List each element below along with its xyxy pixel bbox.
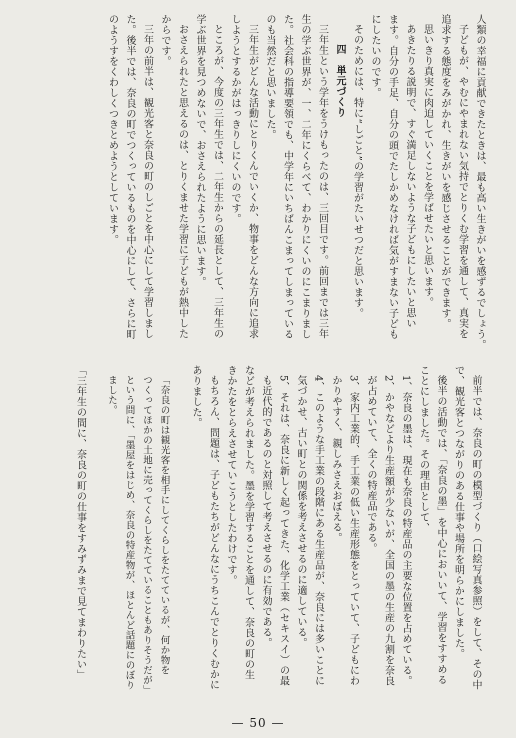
body-line: 三年生という学年をうけもったのは、三回目です。前回までは三年: [316, 24, 328, 339]
body-line: ところが、今度の三年生では、二年生からの延長として、三年生の: [211, 24, 223, 339]
body-line: 学ぶ世界を見つめないで、おさえられたように思います。: [194, 14, 205, 287]
body-line: などが考えられました。墨を学習することを通して、奈良の町の生: [242, 365, 254, 680]
body-line: もちろん、問題は、子どもたちがどんなにうちこんでとりくむかに: [207, 375, 219, 690]
body-line: 生の学ぶ世界が、一、二年にくらべて、わかりにくいのにこまりまし: [299, 14, 310, 340]
right-column: [58, 365, 484, 710]
list-item: も近代的であるのと対照して考えさせるのに有効である。: [260, 375, 271, 648]
intro-line: そのためには、特に“しごと”の学習がたいせつだと思います。: [351, 24, 363, 319]
list-item: 5、それは、奈良に新しく起ってきた、化学工業（セキスイ）の最: [277, 375, 289, 687]
list-item: かりやすく、親しみさえおぼえる。: [330, 375, 341, 543]
list-item: が占めていて、全くの特産品である。: [365, 375, 376, 554]
intro-line: 追求する態度をみがかれ、生きがいを感じさせることができます。: [439, 14, 450, 329]
body-line: 後半の活動では、「奈良の墨」を中心においいて、学習をすすめる: [435, 375, 446, 685]
body-line: 前半では、奈良の町の模型づくり（口絵写真参照）をして、その中: [470, 375, 481, 690]
list-item: 気づかせ、古い町との関係を考えさせるのに適している。: [295, 375, 306, 648]
body-line: しようとするかがはっきりしにくいのです。: [229, 14, 240, 224]
body-line: た。社会科の指導要領でも、中学年にいちばんこまってしまっている: [281, 14, 293, 340]
body-line: ありました。: [190, 365, 201, 428]
body-line: 三年の前半は、観光客と奈良の町のしごとを中心にして学習しまし: [141, 24, 153, 339]
intro-line: ます。自分の手足、自分の頭でたしかめなければ気がすまない子ども: [386, 14, 398, 340]
body-line: からです。: [159, 14, 170, 67]
list-item: 1、奈良の墨は、現在も奈良の特産品の主要な位置を占めている。: [400, 375, 411, 687]
body-line: おさえられたと思えるのは、とりくませた学習に子どもが熱中した: [176, 24, 188, 339]
body-line: 三年生がどんな活動にとりくんでいくか、物事をどんな方向に追求: [246, 24, 258, 339]
intro-line: 思いきり真実に肉迫していくことを学ばせたいと思います。: [421, 24, 433, 308]
note-line: 「奈良の町は観光客を相手にしてくらしをたてているが、何か物を: [158, 374, 170, 675]
intro-line: 子どもが、やむにやまれない気持でとりくむ学習を通して、真実を: [456, 24, 468, 339]
left-column: [38, 14, 488, 349]
body-line: ことにしました。その理由として、: [417, 365, 429, 533]
body-line: た。後半では、奈良の町でつくっているものを中心にして、さらに町: [124, 14, 135, 340]
page-number: — 50 —: [231, 716, 285, 730]
body-line: きかたをとらえさせていこうとしたわけです。: [225, 365, 236, 586]
body-line: で、観光客とつながりのある仕事や場所を明らかにしました。: [452, 365, 464, 659]
section-heading: 四 単元づくり: [334, 44, 345, 118]
intro-line: にしたいのです。: [369, 14, 380, 98]
note-line: ました。: [106, 374, 117, 415]
body-line: のも当然だと思いました。: [264, 14, 275, 140]
intro-line: 人類の幸福に貢献できたときは、最も高い生きがいを感ずるでしょう。: [474, 14, 485, 350]
intro-line: あきたりる説明で、すぐ満足しないような子どもにしたいと思い: [404, 24, 415, 329]
list-item: 4、このような手工業の段階にある生産品が、奈良には多いことに: [312, 375, 324, 687]
list-item: 2、かやなどより生産額が少ないが、全国の墨の生産の九割を奈良: [382, 375, 394, 687]
quote-line: 「三年生の間に、奈良の町の仕事をすみずみまで見てまわりたい」: [74, 365, 86, 680]
body-line: のようすをくわしくつきとめようとしています。: [106, 14, 118, 245]
note-line: という問に、「墨屋をはじめ、奈良の特産物が、ほとんど話題にのぼり: [123, 374, 135, 690]
note-line: つくってほかの土地に売ってくらしをたてていることもありそうだが」: [141, 374, 152, 695]
list-item: 3、家内工業的、手工業の低い生産形態をとっていて、子どもにわ: [347, 375, 359, 687]
